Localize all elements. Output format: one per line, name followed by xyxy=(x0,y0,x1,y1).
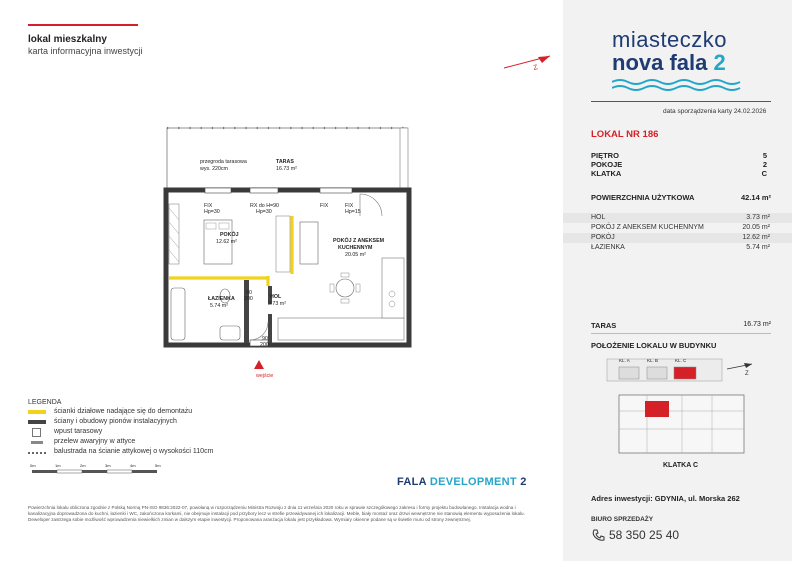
north-arrow-icon xyxy=(500,52,555,74)
developer-logo: FALA DEVELOPMENT 2 xyxy=(397,476,527,488)
overflow-icon xyxy=(31,441,43,444)
room-hol-area: 3.73 m² xyxy=(268,301,286,307)
scale-bar xyxy=(28,463,173,477)
window-3-sill: Hp=15 xyxy=(345,209,361,215)
document-subtitle: karta informacyjna inwestycji xyxy=(28,46,143,56)
terrace-area: 16.73 m² xyxy=(276,166,297,172)
room-row: ŁAZIENKA 5.74 m² xyxy=(591,244,770,251)
scale-3: 3m xyxy=(105,463,111,468)
divider xyxy=(591,333,771,334)
room-row: HOL 3.73 m² xyxy=(563,213,792,223)
card-date: data sporządzenia karty 24.02.2026 xyxy=(663,108,767,115)
footnote: Powierzchnia lokalu obliczona zgodnie z Polską Normą PN-ISO 9836:2022-07, powołaną w rozporządzeniu Ministra Rozwoju z dnia 11 września 2020 roku w sprawie szczegółowego zakresu i formy projektu budowlanego. Instalacja wodna i kanalizacyjna doprowadzona do kuchni, łazienki i WC, zakończona korkami, nie obejmuje instalacji pod przybory lecz w strefie przewidywanej ich lokalizacji. Meble, biały montaż oraz drzwi wewnętrzne nie stanowią elementu wyposażenia lokalu. Deweloper zastrzega sobie możliwość wprowadzenia niewielkich zmian w dalszym etapie inwestycji. Proponowana aranżacja lokalu jest przykładowa. Wymiary okienne podane są w świetle muru od strony zewnętrznej. xyxy=(28,505,525,522)
floor-plan xyxy=(160,118,420,383)
klatka-a-label: KL. A xyxy=(619,358,630,363)
window-3-label: FIX xyxy=(345,203,354,209)
drain-icon xyxy=(32,428,41,437)
room-row: POKÓJ 12.62 m² xyxy=(563,233,792,243)
phone-icon xyxy=(591,528,605,542)
area-label: POWIERZCHNIA UŻYTKOWA xyxy=(591,193,695,202)
room-aneks-label: POKÓJ Z ANEKSEM xyxy=(333,238,385,244)
info-label: PIĘTRO xyxy=(591,151,619,160)
building-location-diagram xyxy=(597,355,767,459)
sales-phone[interactable]: 58 350 25 40 xyxy=(609,528,680,542)
info-value: 2 xyxy=(762,160,767,169)
area-value: 42.14 m² xyxy=(740,193,771,202)
room-pokoj-label: POKÓJ xyxy=(220,232,239,238)
door-width-2: 90 xyxy=(262,336,268,342)
room-lazienka-area: 5.74 m² xyxy=(210,303,228,309)
info-value: C xyxy=(761,169,767,178)
scale-4: 4m xyxy=(130,463,136,468)
svg-text:Z: Z xyxy=(532,64,539,72)
klatka-b-label: KL. B xyxy=(647,358,659,363)
terrace-value: 16.73 m² xyxy=(743,321,771,328)
room-row: POKÓJ Z ANEKSEM KUCHENNYM 20.05 m² xyxy=(591,224,770,231)
legend-text: balustrada na ścianie attykowej o wysokości 110cm xyxy=(54,448,214,455)
legend-text: wpust tarasowy xyxy=(54,428,103,435)
terrace-partition-height: wys. 220cm xyxy=(200,166,228,172)
door-height-1: 200 xyxy=(244,296,253,302)
door-width-1: 80 xyxy=(246,290,252,296)
legend-text: ścianki działowe nadające się do demontażu xyxy=(54,408,193,415)
info-label: POKOJE xyxy=(591,160,623,169)
investment-address: Adres inwestycji: GDYNIA, ul. Morska 262 xyxy=(591,494,740,503)
svg-text:Z: Z xyxy=(745,371,749,377)
unit-title: LOKAL NR 186 xyxy=(591,129,659,140)
document-type: lokal mieszkalny xyxy=(28,34,107,45)
info-label: KLATKA xyxy=(591,169,622,178)
scale-1: 1m xyxy=(55,463,61,468)
wave-logo-icon xyxy=(612,78,742,92)
wall-swatch xyxy=(28,420,46,424)
terrace-label: TARAS xyxy=(591,321,617,330)
brand-logo-line2: nova fala 2 xyxy=(612,50,726,75)
sales-office-label: BIURO SPRZEDAŻY xyxy=(591,516,654,523)
legend-text: przelew awaryjny w attyce xyxy=(54,438,136,445)
legend-title: LEGENDA xyxy=(28,399,62,406)
entrance-label: wejście xyxy=(256,373,274,379)
door-height-2: 200 xyxy=(260,342,269,348)
legend-text: ściany i obudowy pionów instalacyjnych xyxy=(54,418,177,425)
room-aneks-label-2: KUCHENNYM xyxy=(338,245,373,251)
room-hol-label: HOL xyxy=(270,294,282,300)
window-4-label: FIX xyxy=(320,203,329,209)
scale-2: 2m xyxy=(80,463,86,468)
window-1-sill: Hp=30 xyxy=(204,209,220,215)
top-accent-line xyxy=(28,24,138,26)
terrace-name: TARAS xyxy=(276,159,294,165)
window-2-label: RX do H=90 xyxy=(250,203,280,209)
scale-5: 5m xyxy=(155,463,161,468)
room-aneks-area: 20.05 m² xyxy=(345,252,366,258)
terrace-partition-note: przegroda tarasowa xyxy=(200,159,247,165)
room-lazienka-label: ŁAZIENKA xyxy=(208,296,235,302)
location-caption: KLATKA C xyxy=(663,462,698,469)
room-pokoj-area: 12.62 m² xyxy=(216,239,237,245)
window-2-sill: Hp=30 xyxy=(256,209,272,215)
balustrade-icon xyxy=(28,452,46,455)
brand-logo-line1: miasteczko xyxy=(612,27,728,52)
window-1-label: FIX xyxy=(204,203,213,209)
scale-0: 0m xyxy=(30,463,36,468)
partition-swatch xyxy=(28,410,46,414)
klatka-c-label: KL. C xyxy=(675,358,687,363)
location-title: POŁOŻENIE LOKALU W BUDYNKU xyxy=(591,341,717,350)
info-value: 5 xyxy=(762,151,767,160)
panel-accent-line xyxy=(591,101,771,102)
